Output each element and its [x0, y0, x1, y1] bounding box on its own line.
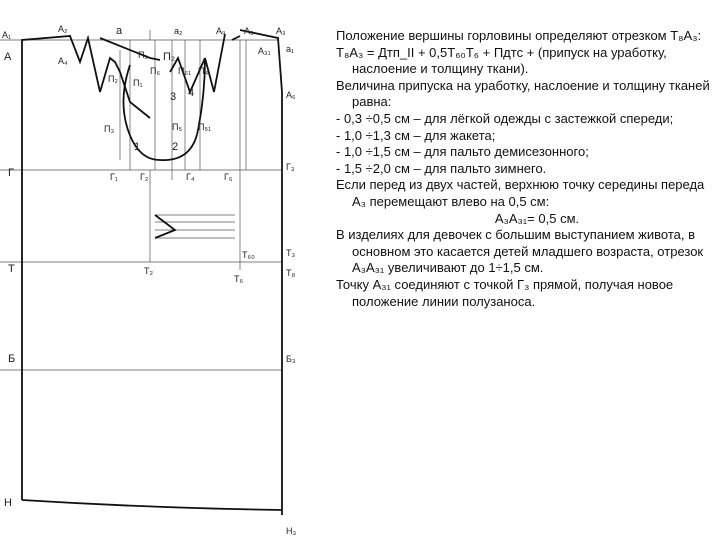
paragraph-7: - 1,5 ÷2,0 см – для пальто зимнего.	[336, 160, 547, 176]
label-G2: Г₂	[140, 172, 149, 182]
label-A1: А₁	[2, 30, 12, 40]
label-P6: П₆	[150, 66, 161, 76]
paragraph-5: - 1,0 ÷1,3 см – для жакета;	[336, 127, 496, 143]
label-A31: А₃₁	[258, 46, 271, 56]
text-panel	[336, 28, 714, 310]
label-B: Б	[8, 353, 16, 365]
label-H: Н	[4, 497, 12, 509]
label-P1s: П₁	[133, 78, 143, 88]
label-G1: Г₁	[110, 172, 118, 182]
label-a1: а₁	[286, 44, 295, 54]
label-A9: А₉	[216, 26, 226, 36]
paragraph-8: Если перед из двух частей, верхнюю точку середины переда А₃ перемещают влево на 0,5 см:	[336, 177, 705, 209]
label-A5: А₅	[244, 26, 254, 36]
label-a: а	[116, 25, 123, 37]
label-P5: П₅	[172, 122, 183, 132]
label-G: Г	[8, 167, 14, 179]
label-T60: Т₆₀	[242, 250, 255, 260]
label-n4: 4	[188, 87, 195, 99]
paragraph-3: Величина припуска на уработку, наслоение и толщину тканей равна:	[336, 77, 710, 110]
label-A6: А₆	[286, 90, 296, 100]
label-A: А	[4, 51, 12, 63]
label-B3: Б₃	[286, 354, 296, 364]
paragraph-2: Т₈А₃ = Дтп_II + 0,5Т₆₀Т₆ + Пдтс + (припуск на уработку, наслоение и толщину ткани).	[336, 44, 667, 77]
paragraph-11: Точку А₃₁ соединяют с точкой Г₃ прямой, получая новое положение линии полузаноса.	[336, 276, 674, 309]
label-P61: П₆₁	[178, 66, 192, 76]
paragraph-6: - 1,0 ÷1,5 см – для пальто демисезонного;	[336, 144, 589, 160]
label-P4: П₄	[198, 66, 209, 76]
paragraph-1: Положение вершины горловины определяют отрезком Т₈А₃:	[336, 28, 702, 43]
label-P1: П₁	[138, 50, 148, 60]
label-G6: Г₆	[224, 172, 233, 182]
label-P3: П₃	[104, 124, 115, 134]
label-T: Т	[8, 263, 15, 275]
paragraph-9: А₃А₃₁= 0,5 см.	[494, 210, 580, 226]
label-n1: 1	[134, 141, 141, 153]
label-A3: А₃	[276, 26, 286, 36]
label-G3: Г₃	[286, 162, 295, 172]
label-n2: 2	[172, 141, 179, 153]
label-T2: Т₂	[144, 266, 153, 276]
label-T3: Т₃	[286, 248, 296, 258]
paragraph-10: В изделиях для девочек с большим выступанием живота, в основном это касается детей младшего возраста, отрезок А₃А₃₁ увеличивают до 1÷1,5 см.	[336, 227, 704, 276]
label-P51: П₅₁	[198, 122, 212, 132]
label-A4: А₄	[58, 56, 68, 66]
label-a2: а₂	[174, 26, 183, 36]
label-G4: Г₄	[186, 172, 195, 182]
paragraph-4: - 0,3 ÷0,5 см – для лёгкой одежды с застежкой спереди;	[336, 110, 674, 126]
label-P2: П₂	[108, 74, 118, 84]
label-H3: Н₃	[286, 526, 297, 536]
label-n3: 3	[170, 91, 177, 103]
label-T6: Т₆	[234, 274, 244, 284]
label-T8: Т₈	[286, 268, 296, 278]
label-Pb: П₂	[163, 51, 176, 63]
label-A2: А₂	[58, 24, 68, 34]
pattern-drawing	[0, 0, 330, 540]
